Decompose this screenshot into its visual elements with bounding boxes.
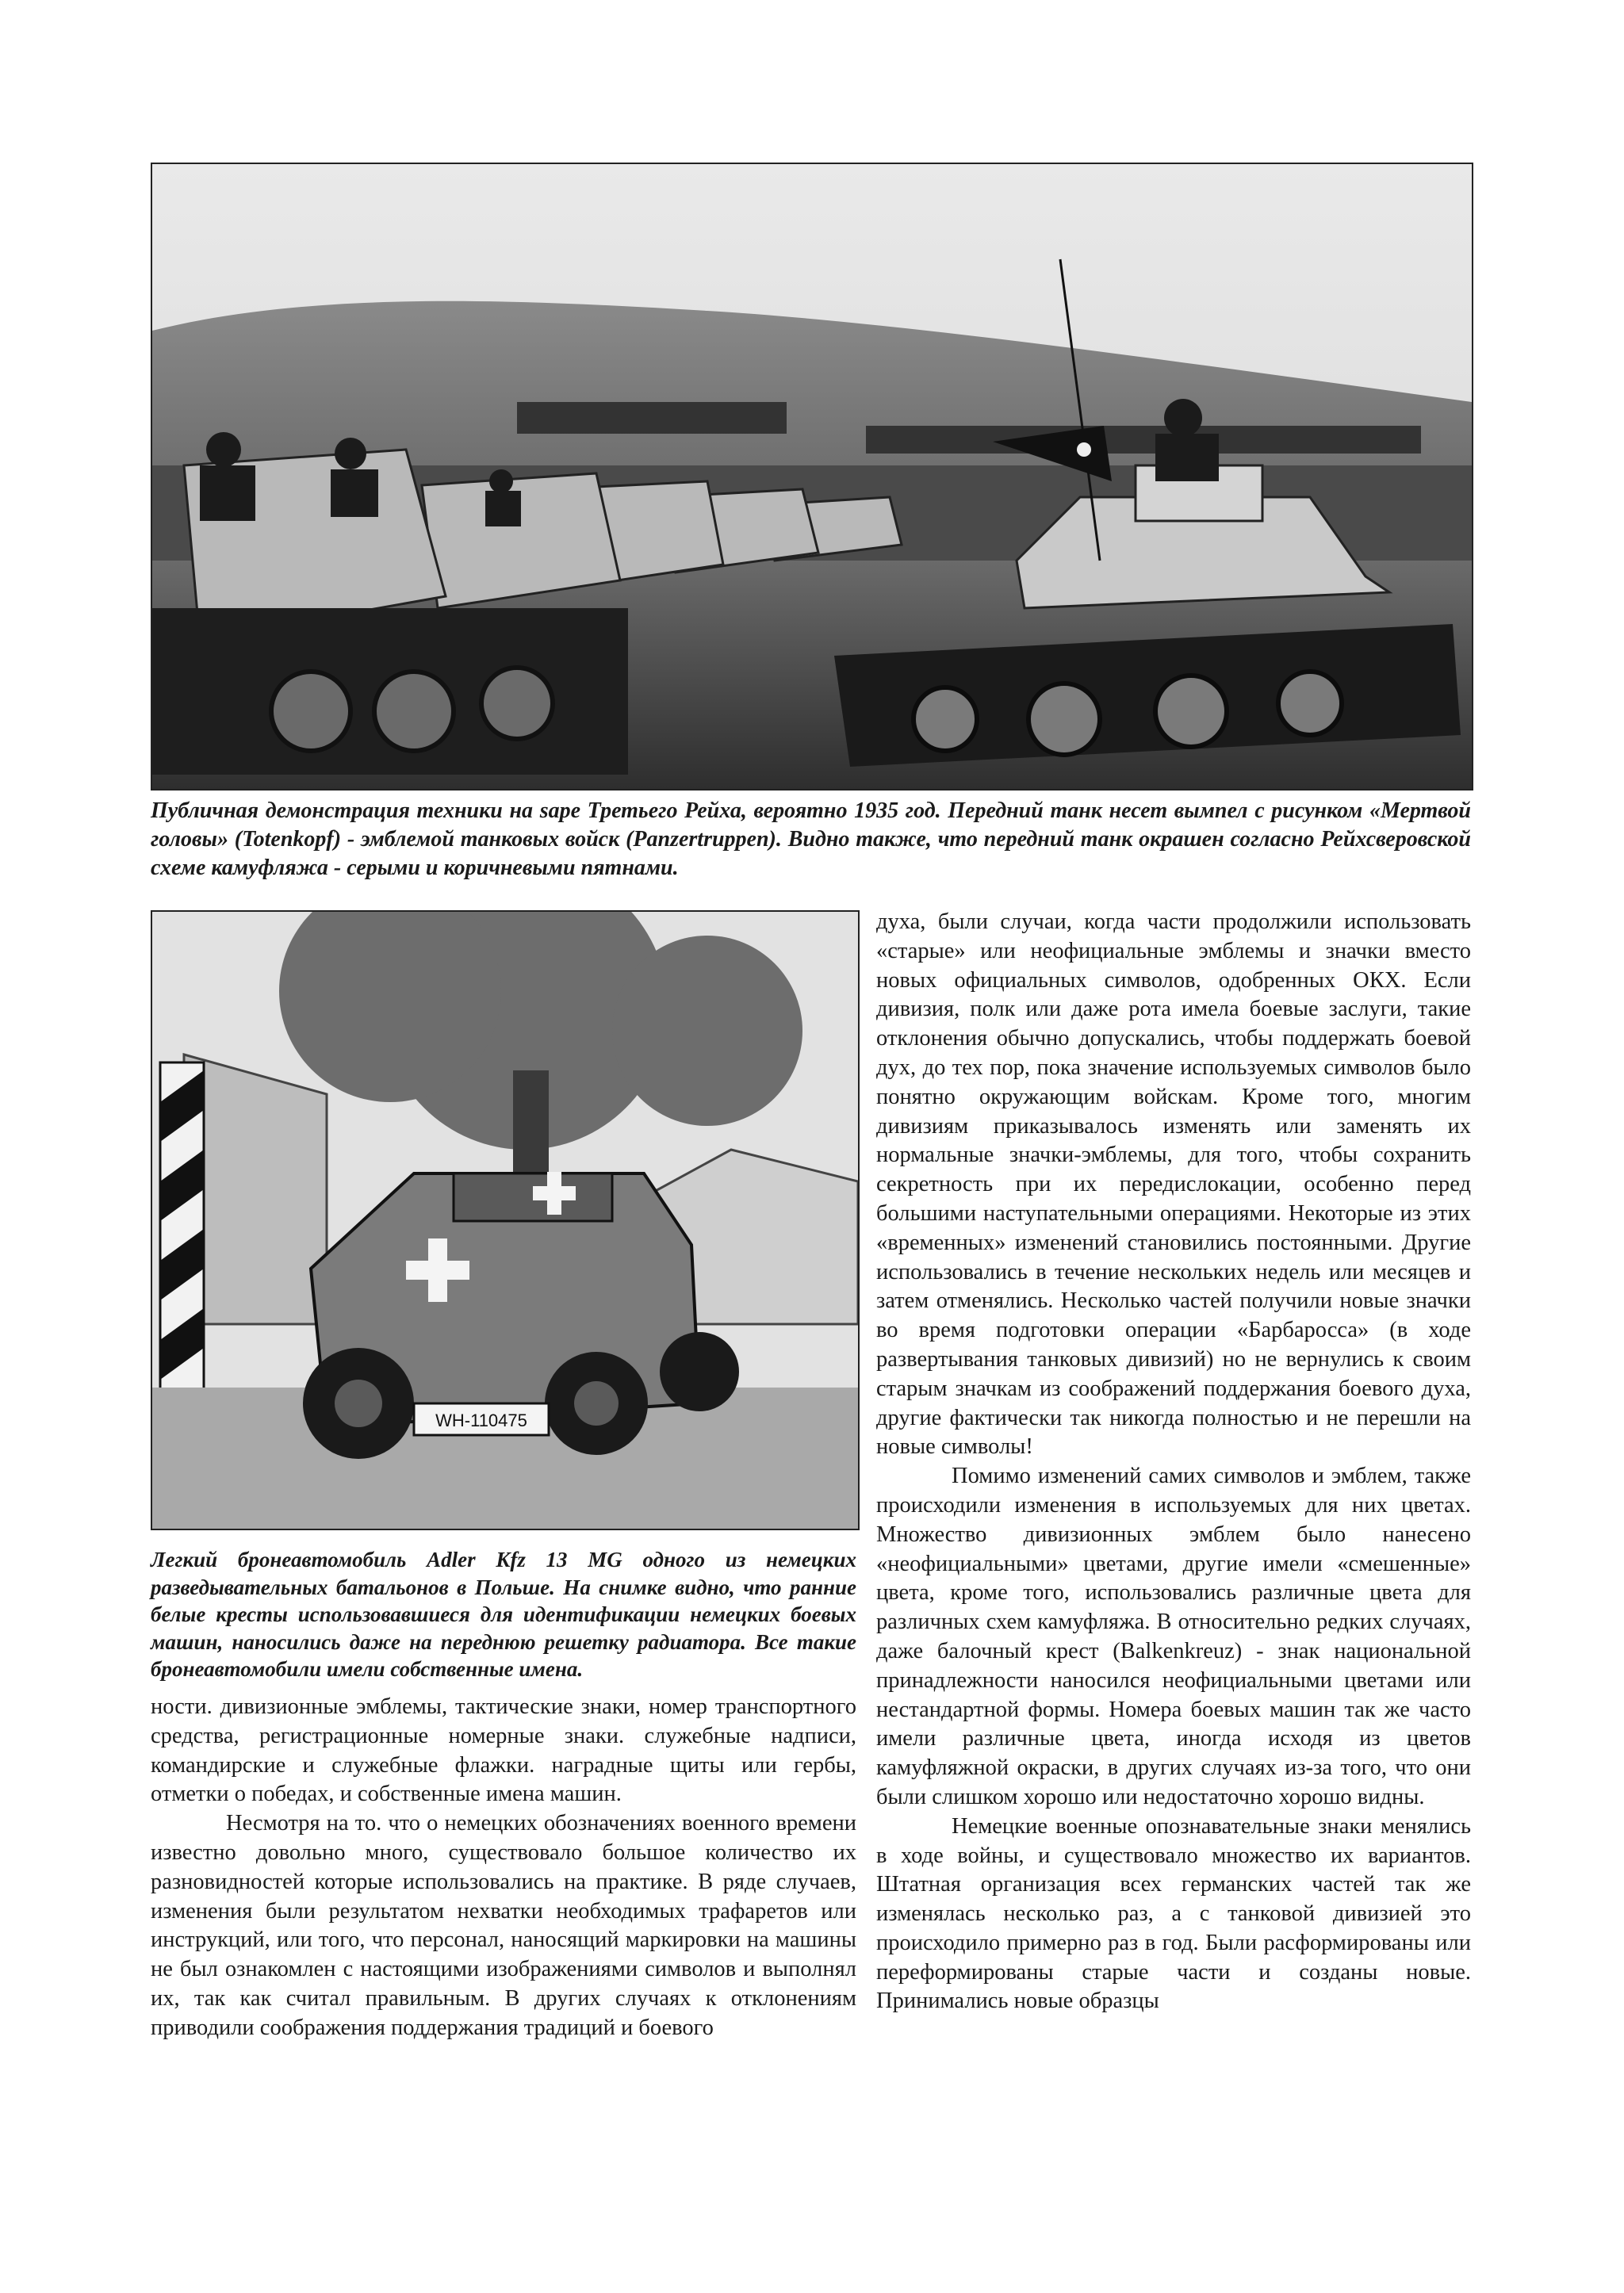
armored-car-photo bbox=[151, 910, 860, 1530]
tank-parade-photo bbox=[151, 163, 1473, 790]
body-paragraph: Несмотря на то. что о немецких обозначениях военного времени известно довольно много, существовало большое количество их разновидностей которые использовались на практике. В ряде случаев, изменения были результатом нехватки необходимых трафаретов или инструкций, или того, что персонал, наносящий маркировки на машины не был ознакомлен с настоящими изображениями символов и выполнял их, так как считал правильным. В других случаях к отклонениям приводили соображения поддержания традиций и боевого bbox=[151, 1811, 856, 2040]
top-photo-caption: Публичная демонстрация техники на sape Третьего Рейха, вероятно 1935 год. Передний танк несет вымпел с рисунком «Мертвой головы» (Totenkopf) - эмблемой танковых войск (Panzertruppen). Видно также, что передний танк окрашен согласно Рейхсверовской схеме камуфляжа - серыми и коричневыми пятнами. bbox=[151, 798, 1471, 880]
body-text-left-column bbox=[151, 1693, 856, 2043]
body-text-right-column bbox=[876, 908, 1471, 2016]
body-paragraph: ности. дивизионные эмблемы, тактические знаки, номер транспортного средства, регистрационные номерные знаки. служебные надписи, командирские и служебные флажки. наградные щиты или гербы, отметки о победах, и собственные имена машин. bbox=[151, 1694, 856, 1807]
body-paragraph: Немецкие военные опознавательные знаки менялись в ходе войны, и существовало множество их вариантов. Штатная организация всех германских частей так же изменялась несколько раз, а с танковой дивизией это происходило примерно раз в год. Были расформированы или переформированы старые части и созданы новые. Принимались новые образцы bbox=[876, 1813, 1471, 2014]
armored-car-illustration bbox=[152, 912, 858, 1529]
license-plate-text: WH-110475 bbox=[435, 1411, 527, 1430]
tank-parade-illustration bbox=[152, 164, 1472, 789]
armored-car-caption: Легкий бронеавтомобиль Adler Kfz 13 MG одного из немецких разведывательных батальонов в Польше. На снимке видно, что ранние белые кресты использовавшиеся для идентификации немецких боевых машин, наносились даже на переднюю решетку радиатора. Все такие бронеавтомобили имели собственные имена. bbox=[151, 1548, 856, 1681]
body-paragraph: Помимо изменений самих символов и эмблем, также происходили изменения в используемых для них цветах. Множество дивизионных эмблем было нанесено «неофициальными» цветами, другие имели «смешенные» цвета, кроме того, использовались различные цвета для различных схем камуфляжа. В относительно редких случаях, даже балочный крест (Balkenkreuz) - знак национальной принадлежности наносился неофициальными цветами или нестандартной формы. Номера боевых машин так же часто имели различные цвета, иногда исходя из цветов камуфляжной окраски, в других случаях из-за того, что они были слишком хорошо или недостаточно хорошо видны. bbox=[876, 1464, 1471, 1809]
body-paragraph: духа, были случаи, когда части продолжили использовать «старые» или неофициальные эмблемы и значки вместо новых официальных символов, одобренных ОКХ. Если дивизия, полк или даже рота имела боевые заслуги, такие отклонения обычно допускались, чтобы поддержать боевой дух, до тех пор, пока значение используемых символов было понятно окружающим войскам. Кроме того, многим дивизиям приказывалось изменять или заменять их нормальные значки-эмблемы, для того, чтобы сохранить секретность при их передислокации, особенно перед большими наступательными операциями. Некоторые из этих «временных» изменений становились постоянными. Другие использовались в течение нескольких недель или месяцев и затем отменялись. Несколько частей получили новые значки во время подготовки операции «Барбаросса» (в ходе развертывания танковых дивизий) но не вернулись к своим старым значкам из соображений поддержания боевого духа, другие фактически так никогда полностью и не перешли на новые символы! bbox=[876, 909, 1471, 1460]
